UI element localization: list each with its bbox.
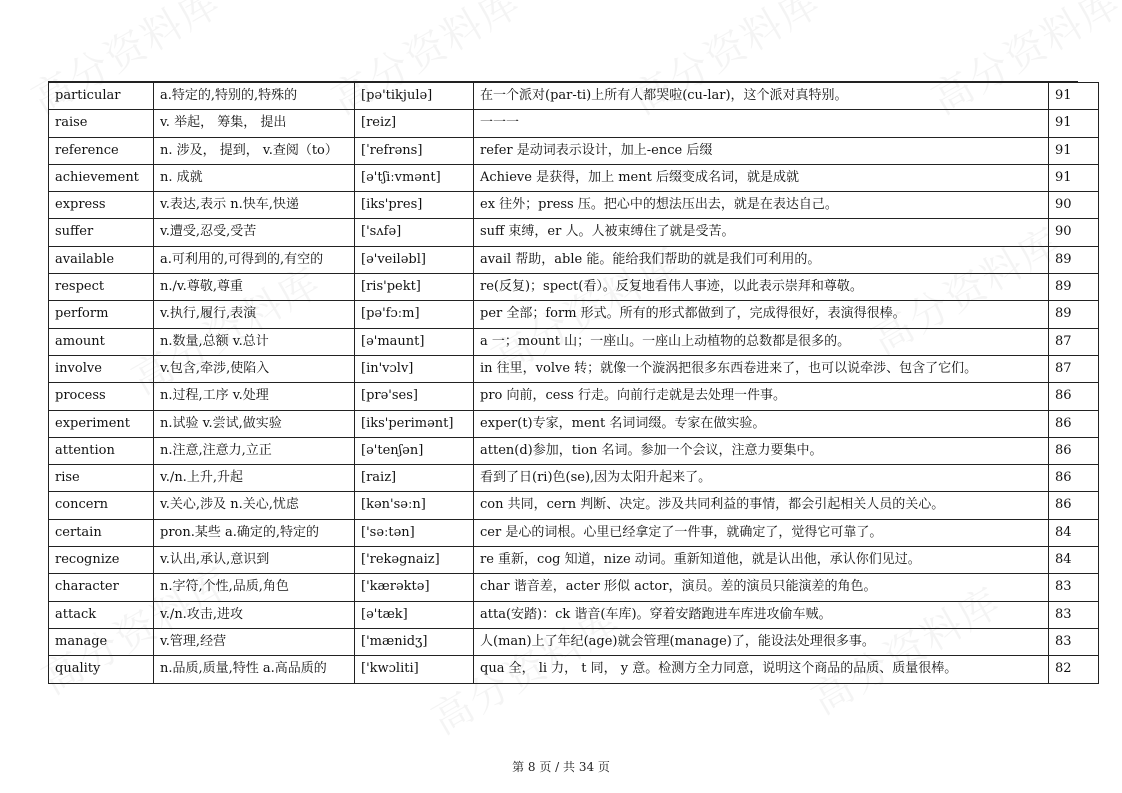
table-row: [49, 83, 1099, 110]
frequency-cell: 89: [1049, 246, 1099, 273]
phonetic-cell: ['səːtən]: [355, 519, 474, 546]
mnemonic-cell: re 重新，cog 知道，nize 动词。重新知道他，就是认出他，承认你们见过。: [474, 547, 1049, 574]
word-cell: raise: [49, 110, 154, 137]
table-row: [49, 328, 1099, 355]
phonetic-cell: [pə'fɔːm]: [355, 301, 474, 328]
word-cell: quality: [49, 656, 154, 683]
word-cell: attention: [49, 437, 154, 464]
mnemonic-cell: per 全部；form 形式。所有的形式都做到了，完成得很好，表演得很棒。: [474, 301, 1049, 328]
mnemonic-cell: atten(d)参加，tion 名词。参加一个会议，注意力要集中。: [474, 437, 1049, 464]
word-cell: perform: [49, 301, 154, 328]
table-row: [49, 465, 1099, 492]
word-cell: involve: [49, 355, 154, 382]
phonetic-cell: ['mænidʒ]: [355, 628, 474, 655]
phonetic-cell: [raiz]: [355, 465, 474, 492]
meaning-cell: v.包含,牵涉,使陷入: [154, 355, 355, 382]
frequency-cell: 87: [1049, 328, 1099, 355]
table-row: [49, 274, 1099, 301]
mnemonic-cell: 在一个派对(par-ti)上所有人都哭啦(cu-lar)，这个派对真特别。: [474, 83, 1049, 110]
frequency-cell: 91: [1049, 83, 1099, 110]
frequency-cell: 90: [1049, 192, 1099, 219]
table-row: [49, 301, 1099, 328]
mnemonic-cell: pro 向前，cess 行走。向前行走就是去处理一件事。: [474, 383, 1049, 410]
word-cell: express: [49, 192, 154, 219]
meaning-cell: v.认出,承认,意识到: [154, 547, 355, 574]
vocabulary-table-body: [49, 83, 1099, 684]
mnemonic-cell: 一一一: [474, 110, 1049, 137]
word-cell: manage: [49, 628, 154, 655]
phonetic-cell: [ə'maunt]: [355, 328, 474, 355]
mnemonic-cell: exper(t)专家，ment 名词词缀。专家在做实验。: [474, 410, 1049, 437]
meaning-cell: a.可利用的,可得到的,有空的: [154, 246, 355, 273]
table-row: [49, 219, 1099, 246]
phonetic-cell: [iks'perimənt]: [355, 410, 474, 437]
meaning-cell: a.特定的,特别的,特殊的: [154, 83, 355, 110]
meaning-cell: v./n.上升,升起: [154, 465, 355, 492]
phonetic-cell: [ˈrefrəns]: [355, 137, 474, 164]
phonetic-cell: ['sʌfə]: [355, 219, 474, 246]
phonetic-cell: [ə'tʃiːvmənt]: [355, 164, 474, 191]
table-row: [49, 410, 1099, 437]
phonetic-cell: [ə'tæk]: [355, 601, 474, 628]
frequency-cell: 87: [1049, 355, 1099, 382]
phonetic-cell: ['rekəgnaiz]: [355, 547, 474, 574]
table-row: [49, 547, 1099, 574]
frequency-cell: 90: [1049, 219, 1099, 246]
frequency-cell: 86: [1049, 383, 1099, 410]
word-cell: reference: [49, 137, 154, 164]
mnemonic-cell: refer 是动词表示设计，加上-ence 后缀: [474, 137, 1049, 164]
meaning-cell: v.关心,涉及 n.关心,忧虑: [154, 492, 355, 519]
meaning-cell: v. 举起， 筹集， 提出: [154, 110, 355, 137]
phonetic-cell: [iks'pres]: [355, 192, 474, 219]
phonetic-cell: [reiz]: [355, 110, 474, 137]
word-cell: available: [49, 246, 154, 273]
table-row: [49, 519, 1099, 546]
meaning-cell: n.数量,总额 v.总计: [154, 328, 355, 355]
frequency-cell: 83: [1049, 574, 1099, 601]
word-cell: certain: [49, 519, 154, 546]
table-row: [49, 601, 1099, 628]
meaning-cell: n. 成就: [154, 164, 355, 191]
mnemonic-cell: Achieve 是获得，加上 ment 后缀变成名词，就是成就: [474, 164, 1049, 191]
table-row: [49, 192, 1099, 219]
mnemonic-cell: qua 全， li 力， t 同， y 意。检测方全力同意，说明这个商品的品质、质量很棒。: [474, 656, 1049, 683]
mnemonic-cell: in 往里，volve 转；就像一个漩涡把很多东西卷进来了，也可以说牵涉、包含了它们。: [474, 355, 1049, 382]
phonetic-cell: [in'vɔlv]: [355, 355, 474, 382]
table-row: [49, 383, 1099, 410]
frequency-cell: 83: [1049, 628, 1099, 655]
meaning-cell: n.注意,注意力,立正: [154, 437, 355, 464]
table-row: [49, 137, 1099, 164]
frequency-cell: 91: [1049, 164, 1099, 191]
frequency-cell: 86: [1049, 492, 1099, 519]
meaning-cell: pron.某些 a.确定的,特定的: [154, 519, 355, 546]
word-cell: respect: [49, 274, 154, 301]
table-row: [49, 246, 1099, 273]
mnemonic-cell: suff 束缚，er 人。人被束缚住了就是受苦。: [474, 219, 1049, 246]
table-row: [49, 628, 1099, 655]
page-footer: 第 8 页 / 共 34 页: [512, 760, 610, 774]
frequency-cell: 86: [1049, 437, 1099, 464]
table-row: [49, 492, 1099, 519]
vocabulary-table: [48, 82, 1099, 684]
meaning-cell: v./n.攻击,进攻: [154, 601, 355, 628]
frequency-cell: 91: [1049, 110, 1099, 137]
meaning-cell: n.过程,工序 v.处理: [154, 383, 355, 410]
table-row: [49, 574, 1099, 601]
mnemonic-cell: avail 帮助，able 能。能给我们帮助的就是我们可利用的。: [474, 246, 1049, 273]
word-cell: recognize: [49, 547, 154, 574]
phonetic-cell: [kən'səːn]: [355, 492, 474, 519]
word-cell: achievement: [49, 164, 154, 191]
frequency-cell: 82: [1049, 656, 1099, 683]
meaning-cell: n.试验 v.尝试,做实验: [154, 410, 355, 437]
phonetic-cell: [ə'veiləbl]: [355, 246, 474, 273]
meaning-cell: v.执行,履行,表演: [154, 301, 355, 328]
frequency-cell: 86: [1049, 410, 1099, 437]
table-row: [49, 164, 1099, 191]
phonetic-cell: [pə'tikjulə]: [355, 83, 474, 110]
meaning-cell: v.表达,表示 n.快车,快递: [154, 192, 355, 219]
mnemonic-cell: atta(安踏)：ck 谐音(车库)。穿着安踏跑进车库进攻偷车贼。: [474, 601, 1049, 628]
word-cell: process: [49, 383, 154, 410]
frequency-cell: 83: [1049, 601, 1099, 628]
frequency-cell: 89: [1049, 274, 1099, 301]
phonetic-cell: [ris'pekt]: [355, 274, 474, 301]
mnemonic-cell: 人(man)上了年纪(age)就会管理(manage)了，能设法处理很多事。: [474, 628, 1049, 655]
phonetic-cell: ['kwɔliti]: [355, 656, 474, 683]
word-cell: experiment: [49, 410, 154, 437]
frequency-cell: 84: [1049, 519, 1099, 546]
word-cell: amount: [49, 328, 154, 355]
meaning-cell: n.品质,质量,特性 a.高品质的: [154, 656, 355, 683]
meaning-cell: v.遭受,忍受,受苦: [154, 219, 355, 246]
frequency-cell: 84: [1049, 547, 1099, 574]
vocabulary-table-container: [48, 82, 1098, 684]
table-row: [49, 437, 1099, 464]
word-cell: attack: [49, 601, 154, 628]
word-cell: character: [49, 574, 154, 601]
meaning-cell: n. 涉及， 提到， v.查阅（to）: [154, 137, 355, 164]
mnemonic-cell: char 谐音差，acter 形似 actor，演员。差的演员只能演差的角色。: [474, 574, 1049, 601]
frequency-cell: 89: [1049, 301, 1099, 328]
frequency-cell: 86: [1049, 465, 1099, 492]
phonetic-cell: ['kærəktə]: [355, 574, 474, 601]
table-row: [49, 110, 1099, 137]
phonetic-cell: [ə'tenʃən]: [355, 437, 474, 464]
mnemonic-cell: cer 是心的词根。心里已经拿定了一件事，就确定了，觉得它可靠了。: [474, 519, 1049, 546]
meaning-cell: n./v.尊敬,尊重: [154, 274, 355, 301]
mnemonic-cell: ex 往外；press 压。把心中的想法压出去，就是在表达自己。: [474, 192, 1049, 219]
table-row: [49, 656, 1099, 683]
phonetic-cell: [prə'ses]: [355, 383, 474, 410]
word-cell: concern: [49, 492, 154, 519]
mnemonic-cell: 看到了日(ri)色(se),因为太阳升起来了。: [474, 465, 1049, 492]
mnemonic-cell: con 共同，cern 判断、决定。涉及共同利益的事情，都会引起相关人员的关心。: [474, 492, 1049, 519]
table-row: [49, 355, 1099, 382]
meaning-cell: v.管理,经营: [154, 628, 355, 655]
word-cell: particular: [49, 83, 154, 110]
mnemonic-cell: re(反复)；spect(看）。反复地看伟人事迹，以此表示崇拜和尊敬。: [474, 274, 1049, 301]
meaning-cell: n.字符,个性,品质,角色: [154, 574, 355, 601]
word-cell: rise: [49, 465, 154, 492]
frequency-cell: 91: [1049, 137, 1099, 164]
word-cell: suffer: [49, 219, 154, 246]
mnemonic-cell: a 一；mount 山；一座山。一座山上动植物的总数都是很多的。: [474, 328, 1049, 355]
